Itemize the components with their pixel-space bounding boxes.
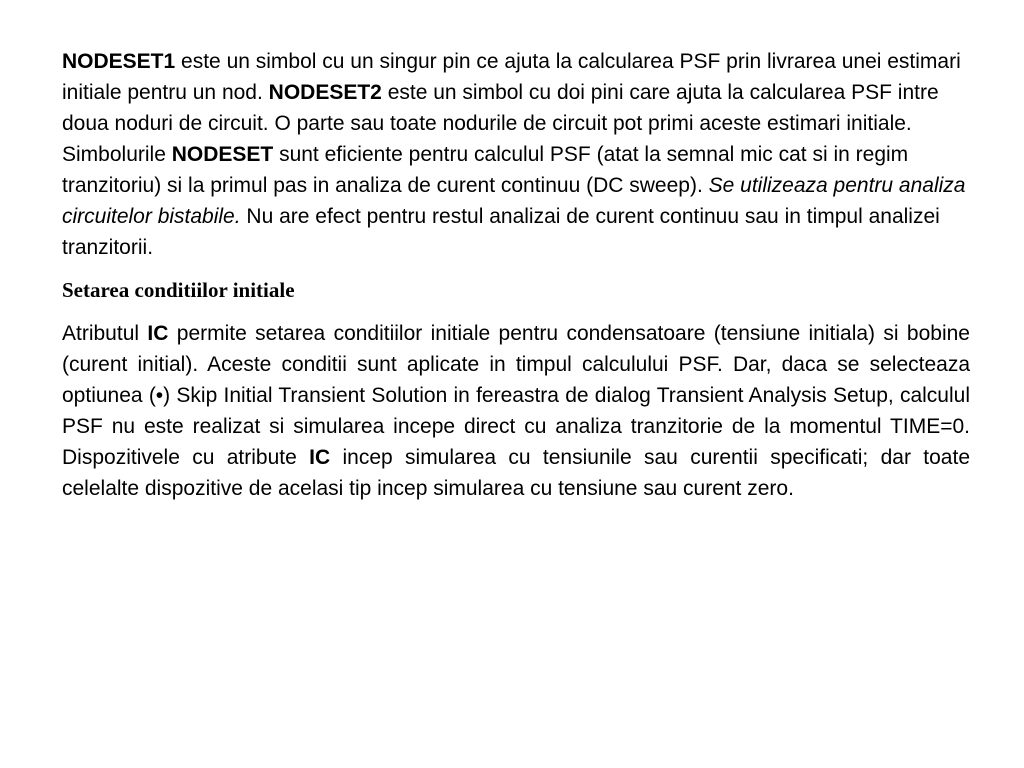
- ic-term-second: IC: [309, 446, 331, 469]
- slide-content: [62, 46, 970, 504]
- dc-sweep-note: Nu are efect pentru restul analizai de curent continuu sau in timpul analizei tranzitorii.: [62, 205, 940, 259]
- section-heading: Setarea conditiilor initiale: [62, 278, 295, 302]
- nodeset-description: sunt eficiente pentru calculul PSF (atat la semnal mic cat si in regim tranzitoriu) si la primul pas in analiza de curent continuu (DC sweep).: [62, 143, 909, 197]
- ic-conclusion: incep simularea cu tensiunile sau curentii specificati; dar toate celelalte dispozitive de acelasi tip incep simularea cu tensiune sau curent zero.: [62, 446, 971, 500]
- ic-description: permite setarea conditiilor initiale pentru condensatoare (tensiune initiala) si bobine (curent initial). Aceste conditii sunt aplicate in timpul calculului PSF. Dar, daca se selecteaza optiunea (•) Skip Initial Transient Solution in fereastra de dialog Transient Analysis Setup, calculul PSF nu este realizat si simularea incepe direct cu analiza tranzitorie de la momentul TIME=0. Dispozitivele cu atribute: [62, 322, 970, 469]
- nodeset1-term: NODESET1: [62, 50, 176, 73]
- ic-paragraph: [62, 318, 970, 504]
- nodeset1-description: este un simbol cu un singur pin ce ajuta la calcularea PSF prin livrarea unei estimari initiale pentru un nod.: [62, 50, 961, 104]
- ic-intro: Atributul: [62, 322, 148, 345]
- nodeset2-description: este un simbol cu doi pini care ajuta la calcularea PSF intre doua noduri de circuit. O parte sau toate nodurile de circuit pot primi aceste estimari initiale. Simbolurile: [62, 81, 939, 166]
- bistable-note: Se utilizeaza pentru analiza circuitelor bistabile.: [62, 174, 966, 228]
- ic-term: IC: [147, 322, 169, 345]
- nodeset-paragraph: [62, 46, 970, 263]
- nodeset-term: NODESET: [171, 143, 274, 166]
- nodeset2-term: NODESET2: [268, 81, 382, 104]
